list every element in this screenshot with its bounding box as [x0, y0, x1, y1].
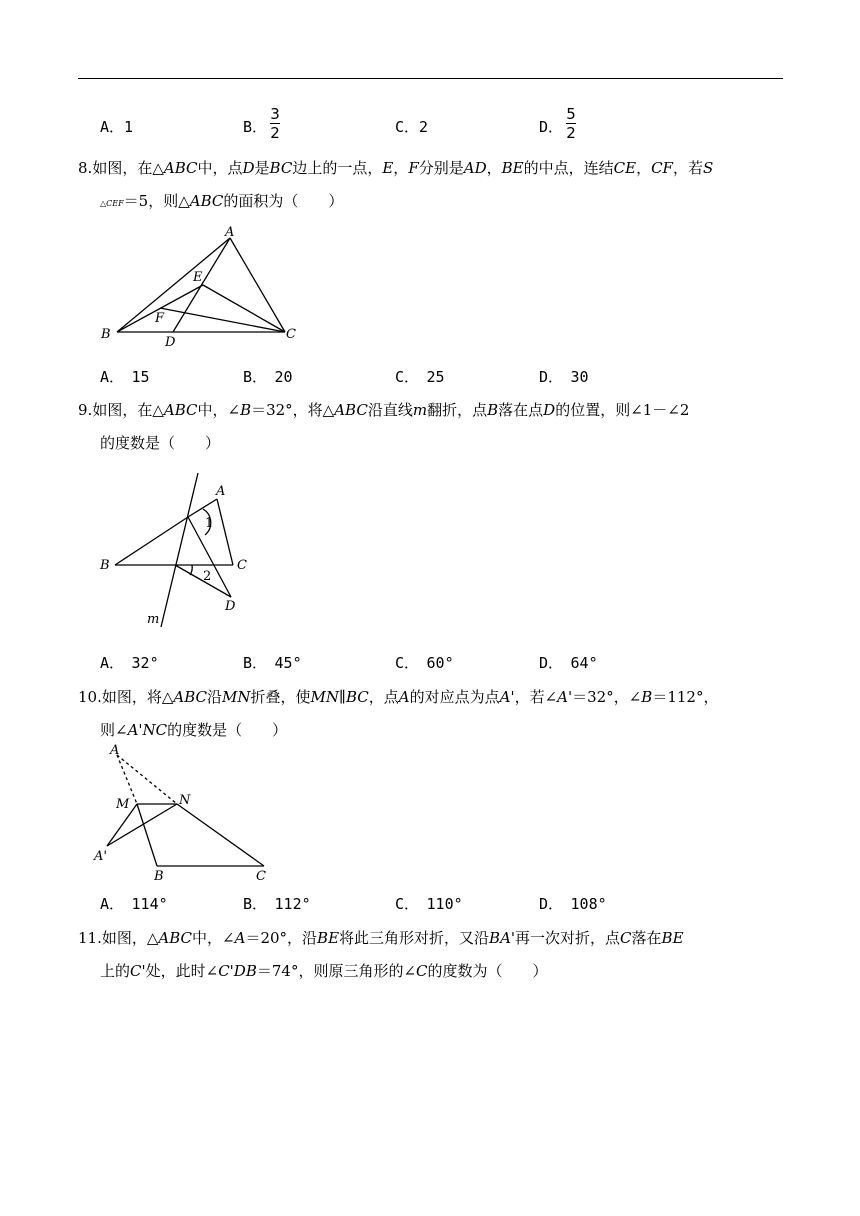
q10-label-m: M: [116, 797, 130, 812]
q8-stem-line1: 8.如图，在△ABC中，点D是BC边上的一点，E，F分别是AD，BE的中点，连结CE，CF，若S: [78, 159, 714, 177]
q9-label-b: B: [100, 558, 110, 573]
q7-option-d-label[interactable]: D．: [539, 118, 564, 136]
q10-option-a[interactable]: A． 114°: [100, 895, 168, 913]
q9-label-d: D: [225, 599, 236, 614]
q9-label-c: C: [237, 558, 247, 573]
q7-option-a[interactable]: A．1: [100, 118, 134, 136]
q7-option-b-fraction: 3 2: [270, 105, 280, 142]
q7-option-c[interactable]: C．2: [395, 118, 429, 136]
q11-stem-line1: 11.如图，△ABC中，∠A＝20°，沿BE将此三角形对折，又沿BA'再一次对折，点C落在BE: [78, 929, 684, 947]
q9-label-m: m: [147, 612, 160, 627]
q8-label-e: E: [193, 270, 203, 285]
q8-option-c[interactable]: C． 25: [395, 368, 445, 386]
q9-stem-line1: 9.如图，在△ABC中，∠B＝32°，将△ABC沿直线m翻折，点B落在点D的位置，则∠1－∠2: [78, 401, 690, 419]
q10-stem-line1: 10.如图，将△ABC沿MN折叠，使MN∥BC，点A的对应点为点A'，若∠A'＝32°，∠B＝112°，: [78, 688, 719, 706]
q8-option-b[interactable]: B． 20: [243, 368, 293, 386]
q9-option-a[interactable]: A． 32°: [100, 654, 159, 672]
q9-figure: [95, 465, 265, 635]
q9-label-a: A: [216, 484, 226, 499]
q8-label-c: C: [286, 327, 296, 342]
q10-label-a-prime: A': [94, 849, 107, 864]
q8-label-f: F: [155, 311, 165, 326]
q10-stem-line2: 则∠A'NC的度数是（ ）: [100, 721, 288, 739]
q10-option-c[interactable]: C． 110°: [395, 895, 463, 913]
header-rule: [78, 78, 783, 79]
q9-option-c[interactable]: C． 60°: [395, 654, 454, 672]
q10-option-d[interactable]: D． 108°: [539, 895, 607, 913]
q11-stem-line2: 上的C'处，此时∠C'DB＝74°，则原三角形的∠C的度数为（ ）: [100, 962, 548, 980]
q8-label-a: A: [225, 225, 235, 240]
q7-option-d-fraction: 5 2: [566, 105, 576, 142]
q10-label-n: N: [179, 793, 191, 808]
q10-option-b[interactable]: B． 112°: [243, 895, 311, 913]
q8-label-d: D: [165, 335, 176, 350]
q9-angle-1-label: 1: [205, 516, 214, 531]
q9-angle-2-label: 2: [203, 569, 212, 584]
q9-stem-line2: 的度数是（ ）: [100, 434, 221, 452]
q7-option-b-label[interactable]: B．: [243, 118, 268, 136]
q8-label-b: B: [101, 327, 111, 342]
q8-option-a[interactable]: A． 15: [100, 368, 150, 386]
q8-figure: [95, 220, 315, 350]
q9-option-b[interactable]: B． 45°: [243, 654, 302, 672]
q9-option-d[interactable]: D． 64°: [539, 654, 598, 672]
q8-option-d[interactable]: D． 30: [539, 368, 589, 386]
q10-label-c: C: [256, 869, 266, 884]
q10-label-a: A: [110, 743, 120, 758]
q10-figure: [92, 742, 282, 884]
q8-stem-line2: △CEF＝5，则△ABC的面积为（ ）: [100, 192, 344, 210]
q10-label-b: B: [154, 869, 164, 884]
